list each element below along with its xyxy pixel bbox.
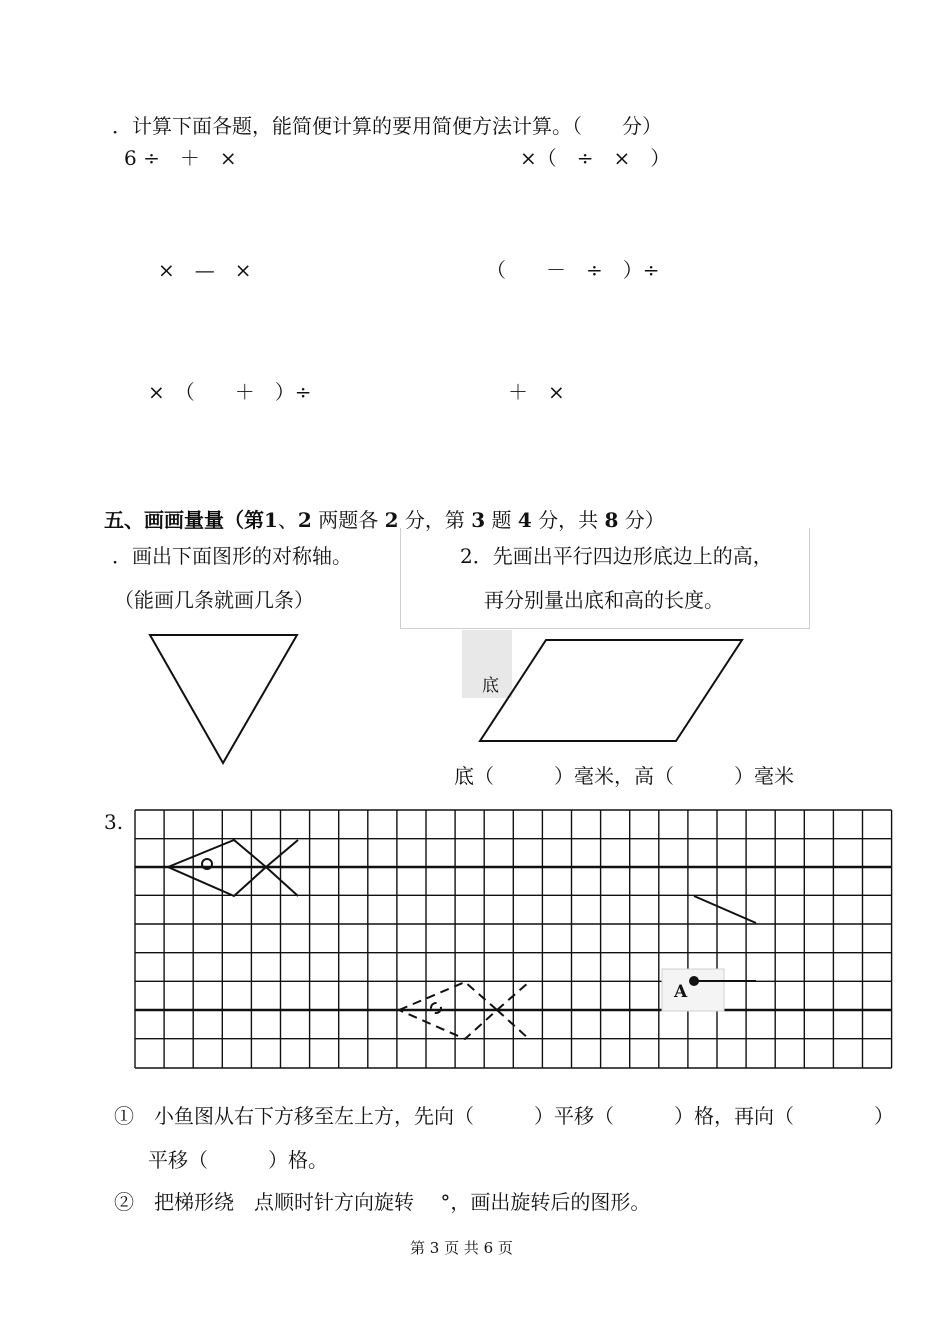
sub-question-2: ② 把梯形绕 点顺时针方向旋转 °，画出旋转后的图形。 (114, 1190, 651, 1214)
point-a-label-box (662, 969, 724, 1011)
q1-line2: （能画几条就画几条） (114, 588, 314, 612)
measure-answer-line: 底（ ）毫米，高（ ）毫米 (454, 764, 794, 788)
section-heading: 五、画画量量（第1、2 两题各 2 分，第 3 题 4 分，共 8 分） (104, 508, 665, 532)
q1-line1: ．画出下面图形的对称轴。 (112, 544, 352, 568)
calc-expr-4: （ － ÷ ）÷ (486, 258, 660, 282)
calc-expr-3: × — × (158, 258, 252, 282)
grid-lines (135, 810, 892, 1068)
calc-expr-6: ＋ × (508, 380, 565, 404)
q3-number: 3. (104, 810, 124, 834)
page-footer: 第 3 页 共 6 页 (410, 1239, 513, 1257)
sub-question-1-line1: ① 小鱼图从右下方移至左上方，先向（ ）平移（ ）格，再向（ ） (114, 1104, 894, 1128)
calc-instruction: ．计算下面各题，能简便计算的要用简便方法计算。（ 分） (112, 114, 662, 138)
point-a-label: A (674, 982, 688, 1002)
calc-expr-2: ×（ ÷ × ） (520, 146, 671, 170)
base-tag: 底 (482, 676, 499, 696)
sub-question-1-line2: 平移（ ）格。 (148, 1148, 328, 1172)
calc-expr-5: × （ ＋ ）÷ (148, 380, 312, 404)
q2-line1: 2．先画出平行四边形底边上的高， (460, 544, 773, 568)
calc-expr-1: 6 ÷ ＋ × (124, 146, 237, 170)
q2-line2: 再分别量出底和高的长度。 (484, 588, 724, 612)
point-a (689, 976, 699, 986)
